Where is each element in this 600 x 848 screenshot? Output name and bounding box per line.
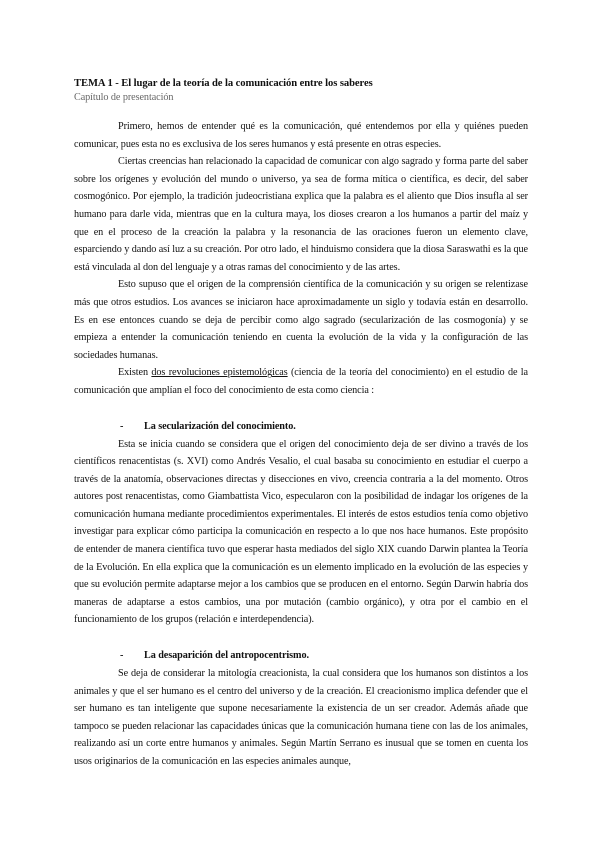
revolutions-paragraph [74, 364, 528, 399]
revolutions-underlined-term: dos revoluciones epistemológicas [151, 367, 288, 379]
page-title: TEMA 1 - El lugar de la teoría de la comunicación entre los saberes [74, 78, 373, 89]
section-heading-text: La secularización del conocimiento. [144, 420, 296, 432]
section-heading-anthropocentrism [74, 647, 528, 665]
intro-paragraph: Primero, hemos de entender qué es la comunicación, qué entendemos por ella y quiénes pueden comunicar, pues esta no es exclusiva de los seres humanos y está presente en otras especies. [74, 121, 528, 150]
revolutions-text-after: (ciencia de la teoría del conocimiento) en el estudio de la comunicación que amplían el foco del conocimiento de esta como ciencia : [74, 367, 528, 396]
page-subtitle: Capítulo de presentación [74, 92, 174, 103]
document-body [74, 76, 528, 771]
revolutions-text-before: Existen [118, 367, 152, 379]
beliefs-paragraph: Ciertas creencias han relacionado la capacidad de comunicar con algo sagrado y forma parte del saber sobre los orígenes y evolución del mundo o universo, ya sea de forma mítica o científica, es decir, del saber cosmogónico. Por ejemplo, la tradición judeocristiana explica que la palabra es el aliento que Dios insufla al ser humano para darle vida, mientras que en la cultura maya, los dioses crearon a los humanos a partir del maíz y que en el proceso de la creación la palabra y la resonancia de las oraciones fueron un elemento clave, esparciendo y dando así luz a su creación. Por otro lado, el hinduismo considera que la diosa Saraswathi es la que está vinculada al don del lenguaje y a otras ramas del conocimiento y de las artes. [74, 156, 528, 273]
bullet-marker: - [120, 420, 124, 432]
bullet-marker: - [120, 650, 124, 662]
section-heading-secularization [74, 418, 528, 436]
section-heading-text: La desaparición del antropocentrismo. [144, 650, 309, 662]
anthropocentrism-paragraph: Se deja de considerar la mitología creacionista, la cual considera que los humanos son distintos a los animales y que el ser humano es el centro del universo y de la creación. El creacionismo implica defender que el ser humano es tan inteligente que supone necesariamente la existencia de un ser creador. Además añade que tampoco se pueden relacionar las capacidades únicas que la comunicación humana tiene con las de los animales, realizando así un corte entre humanos y animales. Según Martín Serrano es inusual que se tomen en cuenta los usos originarios de la comunicación en las especies animales aunque, [74, 668, 528, 767]
secularization-paragraph: Esta se inicia cuando se considera que el origen del conocimiento deja de ser divino a través de los científicos renacentistas (s. XVI) como Andrés Vesalio, el cual basaba su conocimiento en estudiar el cuerpo a través de la anatomía, observaciones directas y disecciones en vivo, creencia contraria a la del momento. Otros autores post renacentistas, como Giambattista Vico, especularon con la posibilidad de indagar los orígenes de la comunicación humana mediante procedimientos experimentales. El interés de estos estudios tenía como objetivo investigar para explicar cómo participa la comunicación en respecto a lo que nos hace humanos. Este propósito de entender de manera científica tuvo que esperar hasta mediados del siglo XIX cuando Darwin plantea la Teoría de la Evolución. En ella explica que la comunicación es un elemento implicado en la evolución de las especies y que su evolución permite adaptarse mejor a los cambios que se producen en el entorno. Según Darwin habría dos maneras de adaptarse a estos cambios, una por mutación (cambio orgánico), y otra por el cambio en el funcionamiento de los grupos (relación e interdependencia). [74, 438, 528, 626]
science-paragraph: Esto supuso que el origen de la comprensión científica de la comunicación y su origen se relentizase más que otros estudios. Los avances se iniciaron hace aproximadamente un siglo y todavía están en desarrollo. Es en ese entonces cuando se deja de percibir como algo sagrado (secularización de las cosmogonía) y se empieza a entender la comunicación teniendo en cuenta la evolución de la vida y la configuración de las sociedades humanas. [74, 279, 528, 361]
